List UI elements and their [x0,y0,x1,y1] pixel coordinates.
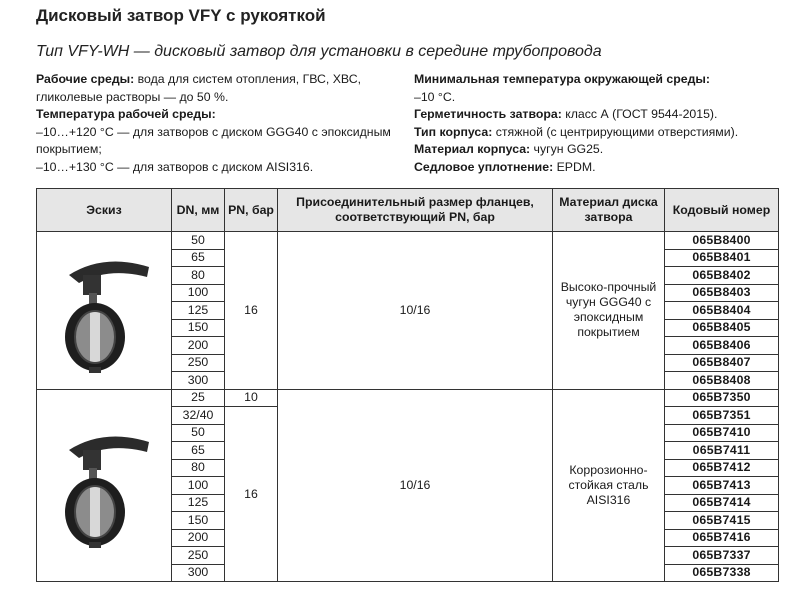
spec-body-type: Тип корпуса: стяжной (с центрирующими отверстиями). [414,124,739,139]
cell-dn: 250 [172,354,225,372]
cell-dn: 65 [172,249,225,267]
cell-code: 065B8400 [665,232,779,250]
cell-code: 065B8408 [665,372,779,390]
cell-dn: 100 [172,284,225,302]
cell-dn: 32/40 [172,407,225,425]
cell-code: 065B7412 [665,459,779,477]
spec-seat-seal: Седловое уплотнение: EPDM. [414,159,596,174]
cell-code: 065B8404 [665,302,779,320]
valve-sketch-image [37,232,172,390]
cell-flange: 10/16 [278,389,553,582]
cell-flange: 10/16 [278,232,553,390]
cell-pn: 10 [225,389,278,407]
cell-code: 065B8403 [665,284,779,302]
cell-dn: 50 [172,424,225,442]
specs-left [36,71,406,176]
cell-dn: 125 [172,494,225,512]
cell-dn: 200 [172,529,225,547]
valve-sketch-image [37,389,172,582]
header-sketch: Эскиз [37,189,172,232]
header-material: Материал диска затвора [553,189,665,232]
specs-right [414,71,794,176]
cell-code: 065B7415 [665,512,779,530]
cell-code: 065B8401 [665,249,779,267]
cell-code: 065B7413 [665,477,779,495]
cell-code: 065B7411 [665,442,779,460]
header-pn: PN, бар [225,189,278,232]
group-ggg40 [37,232,779,390]
header-code: Кодовый номер [665,189,779,232]
cell-code: 065B7416 [665,529,779,547]
cell-code: 065B8402 [665,267,779,285]
group-aisi316 [37,389,779,582]
table-row [37,389,779,407]
cell-dn: 150 [172,319,225,337]
spec-body-material: Материал корпуса: чугун GG25. [414,142,604,156]
cell-material: Коррозионно-стойкая сталь AISI316 [553,389,665,582]
cell-dn: 80 [172,267,225,285]
spec-temp-ggg40: –10…+120 °С — для затворов с диском GGG40 с эпоксидным покрытием; [36,124,391,156]
cell-pn: 16 [225,407,278,582]
cell-dn: 150 [172,512,225,530]
spec-ambient-label: Минимальная температура окружающей среды: [414,72,710,86]
table-row [37,232,779,250]
page-subtitle: Тип VFY-WH — дисковый затвор для установки в середине трубопровода [36,43,602,60]
cell-material: Высоко-прочный чугун GGG40 с эпоксидным покрытием [553,232,665,390]
cell-dn: 250 [172,547,225,565]
cell-code: 065B7414 [665,494,779,512]
cell-dn: 300 [172,564,225,582]
table-header-row [37,189,779,232]
cell-code: 065B8407 [665,354,779,372]
spec-temperature: Температура рабочей среды: [36,107,216,121]
cell-dn: 65 [172,442,225,460]
spec-ambient-value: –10 °С. [414,89,456,104]
cell-dn: 25 [172,389,225,407]
spec-temp-aisi316: –10…+130 °С — для затворов с диском AISI316. [36,159,314,174]
cell-pn: 16 [225,232,278,390]
cell-dn: 50 [172,232,225,250]
spec-table [36,188,779,582]
cell-dn: 80 [172,459,225,477]
spec-media: Рабочие среды: вода для систем отопления, ГВС, ХВС, гликолевые растворы — до 50 %. [36,72,362,104]
cell-dn: 200 [172,337,225,355]
header-dn: DN, мм [172,189,225,232]
cell-dn: 300 [172,372,225,390]
page-title: Дисковый затвор VFY с рукояткой [36,6,326,25]
cell-code: 065B8405 [665,319,779,337]
cell-code: 065B7351 [665,407,779,425]
cell-code: 065B8406 [665,337,779,355]
cell-dn: 125 [172,302,225,320]
header-flange: Присоединительный размер фланцев, соответствующий PN, бар [278,189,553,232]
cell-code: 065B7410 [665,424,779,442]
spec-tightness: Герметичность затвора: класс А (ГОСТ 9544-2015). [414,107,718,121]
cell-code: 065B7350 [665,389,779,407]
cell-dn: 100 [172,477,225,495]
cell-code: 065B7338 [665,564,779,582]
cell-code: 065B7337 [665,547,779,565]
